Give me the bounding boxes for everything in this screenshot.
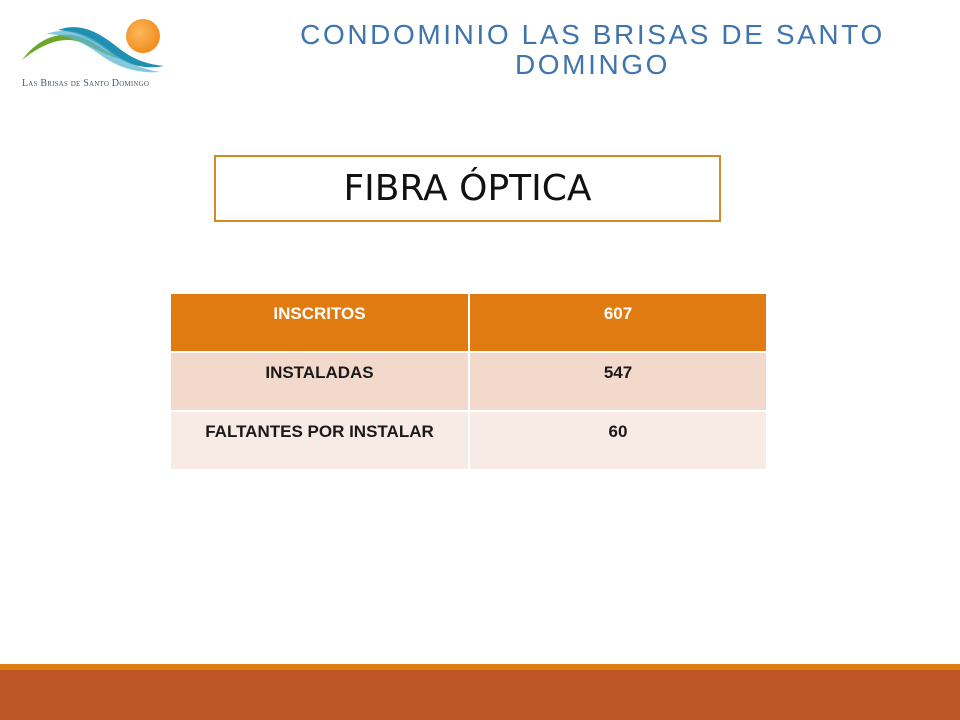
data-table	[169, 292, 768, 471]
footer-bar	[0, 670, 960, 720]
table-cell-label: FALTANTES POR INSTALAR	[170, 411, 469, 470]
table-cell-value: 607	[469, 293, 767, 352]
table-row	[170, 352, 767, 411]
section-title: FIBRA ÓPTICA	[343, 168, 592, 209]
section-title-box	[214, 155, 721, 222]
brand-logo	[18, 16, 168, 96]
table-cell-label: INSTALADAS	[170, 352, 469, 411]
page-title: CONDOMINIO LAS BRISAS DE SANTO DOMINGO	[300, 19, 885, 80]
table-row	[170, 411, 767, 470]
logo-text: Las Brisas de Santo Domingo	[22, 78, 150, 89]
table-cell-label: INSCRITOS	[170, 293, 469, 352]
hills-sun-logo-icon	[18, 16, 168, 76]
table-cell-value: 60	[469, 411, 767, 470]
table-row	[170, 293, 767, 352]
table-cell-value: 547	[469, 352, 767, 411]
